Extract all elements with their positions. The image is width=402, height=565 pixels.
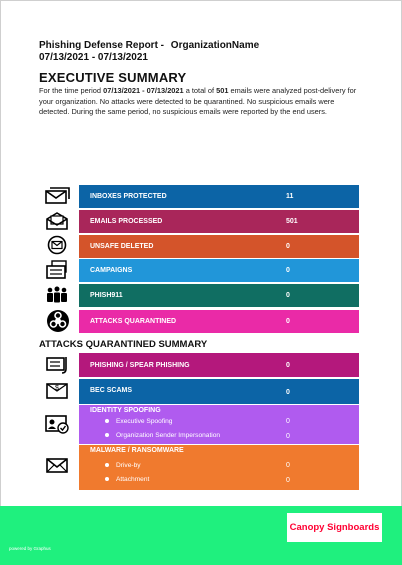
documents-icon bbox=[44, 260, 70, 280]
summary-rest: emails were analyzed post-delivery for your organization. No attacks were detected to be quarantined. No suspicious emails were detected. During the same period, no suspicious emails were reported by the end users. bbox=[39, 86, 357, 117]
stat-label: ATTACKS QUARANTINED bbox=[90, 318, 177, 325]
sub-item-org-sender-impersonation bbox=[105, 432, 220, 439]
sub-item-value: 0 bbox=[286, 477, 290, 484]
sub-item-attachment bbox=[105, 476, 149, 483]
mail-circle-icon bbox=[44, 235, 70, 255]
stat-label: UNSAFE DELETED bbox=[90, 243, 154, 250]
summary-count: 501 bbox=[216, 86, 229, 95]
envelope-icon bbox=[44, 455, 70, 475]
sub-item-value: 0 bbox=[286, 433, 290, 440]
stat-row-inboxes bbox=[79, 185, 359, 208]
id-card-check-icon bbox=[44, 414, 70, 434]
mail-open-icon bbox=[44, 211, 70, 231]
attack-label: IDENTITY SPOOFING bbox=[90, 407, 161, 414]
sub-item-drive-by bbox=[105, 462, 141, 469]
stat-label: INBOXES PROTECTED bbox=[90, 193, 167, 200]
executive-summary-text bbox=[39, 86, 365, 118]
biohazard-icon bbox=[46, 309, 70, 333]
attack-row-identity-spoofing bbox=[79, 405, 359, 444]
stat-value: 11 bbox=[286, 193, 294, 200]
report-dates: 07/13/2021 - 07/13/2021 bbox=[39, 52, 148, 63]
attack-value: 0 bbox=[286, 362, 290, 369]
stat-value: 0 bbox=[286, 318, 290, 325]
powered-by-text: powered by Graphus bbox=[9, 546, 51, 551]
attack-label: PHISHING / SPEAR PHISHING bbox=[90, 362, 190, 369]
stat-row-phish911 bbox=[79, 284, 359, 307]
stat-row-emails-processed bbox=[79, 210, 359, 233]
summary-mid: a total of bbox=[183, 86, 217, 95]
summary-period: 07/13/2021 - 07/13/2021 bbox=[103, 86, 184, 95]
stat-row-unsafe-deleted bbox=[79, 235, 359, 258]
stat-label: EMAILS PROCESSED bbox=[90, 218, 163, 225]
envelope-stack-icon bbox=[44, 185, 70, 205]
attacks-quarantined-summary-heading: ATTACKS QUARANTINED SUMMARY bbox=[39, 339, 208, 350]
stat-value: 501 bbox=[286, 218, 298, 225]
mail-hook-icon bbox=[44, 355, 70, 375]
attack-label: MALWARE / RANSOMWARE bbox=[90, 447, 184, 454]
attack-label: BEC SCAMS bbox=[90, 387, 133, 394]
sub-item-value: 0 bbox=[286, 418, 290, 425]
svg-text:$: $ bbox=[55, 385, 59, 392]
sub-item-label: Executive Spoofing bbox=[116, 418, 173, 425]
stat-row-campaigns bbox=[79, 259, 359, 282]
summary-intro: For the time period bbox=[39, 86, 104, 95]
stat-label: PHISH911 bbox=[90, 292, 123, 299]
sub-item-label: Attachment bbox=[116, 476, 150, 483]
report-title bbox=[39, 40, 259, 52]
stat-value: 0 bbox=[286, 243, 290, 250]
executive-summary-heading: EXECUTIVE SUMMARY bbox=[39, 70, 187, 85]
sub-item-label: Organization Sender Impersonation bbox=[116, 432, 221, 439]
brand-badge: Canopy Signboards bbox=[287, 513, 382, 542]
stat-row-attacks-quarantined bbox=[79, 310, 359, 333]
attack-row-bec bbox=[79, 379, 359, 404]
stat-label: CAMPAIGNS bbox=[90, 267, 133, 274]
people-group-icon bbox=[44, 285, 70, 305]
report-title-text: Phishing Defense Report - bbox=[39, 40, 165, 51]
attack-row-malware bbox=[79, 445, 359, 490]
attack-value: 0 bbox=[286, 389, 290, 396]
stat-value: 0 bbox=[286, 292, 290, 299]
money-mail-icon bbox=[44, 381, 70, 401]
footer-band bbox=[0, 506, 402, 565]
organization-name: OrganizationName bbox=[170, 40, 260, 51]
sub-item-executive-spoofing bbox=[105, 418, 172, 425]
sub-item-value: 0 bbox=[286, 462, 290, 469]
sub-item-label: Drive-by bbox=[116, 462, 141, 469]
stat-value: 0 bbox=[286, 267, 290, 274]
attack-row-phishing bbox=[79, 353, 359, 377]
